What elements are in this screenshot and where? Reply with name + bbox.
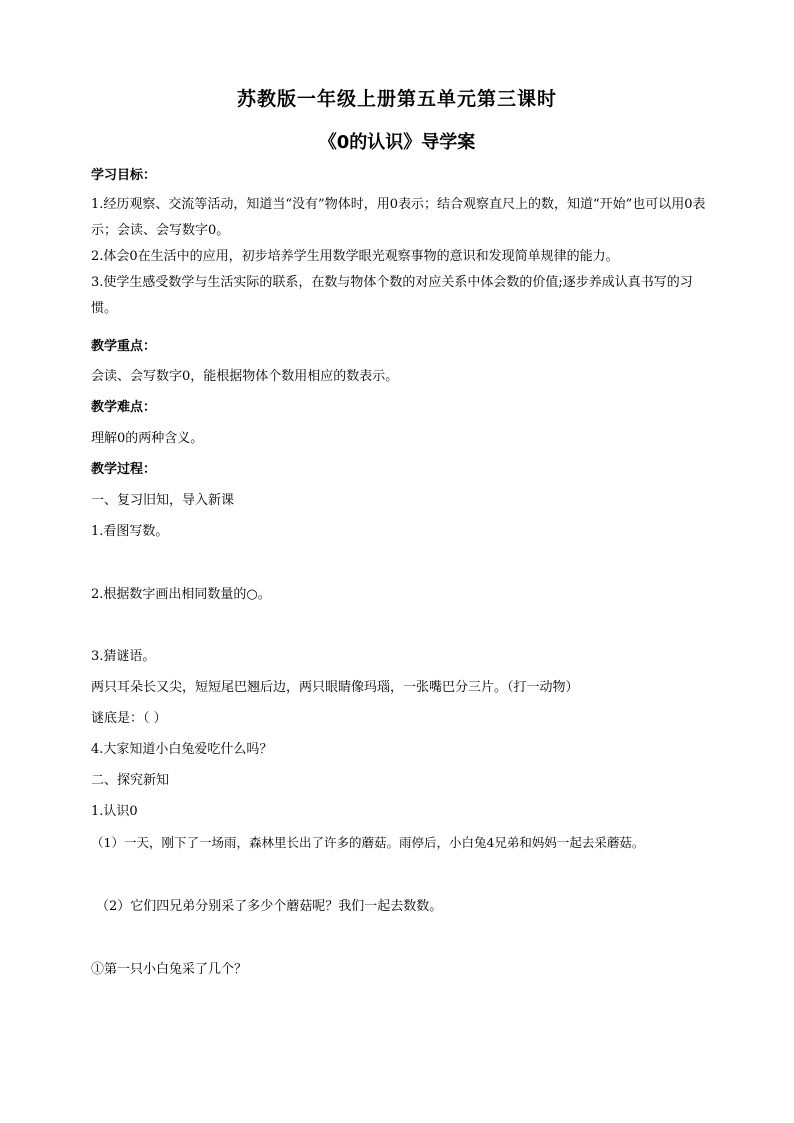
- document-subtitle: 《0的认识》导学案: [318, 132, 476, 153]
- objective-item-1: 1.经历观察、交流等活动，知道当“没有”物体时，用0表示；结合观察直尺上的数，知道“开始”也可以用0表示；会读、会写数字0。: [91, 197, 706, 238]
- document-title: 苏教版一年级上册第五单元第三课时: [236, 88, 557, 110]
- riddle-text: 两只耳朵长又尖，短短尾巴翘后边，两只眼睛像玛瑙，一张嘴巴分三片。（打一动物）: [91, 680, 579, 695]
- objective-item-2: 2.体会0在生活中的应用，初步培养学生用数学眼光观察事物的意识和发现简单规律的能力。: [91, 249, 619, 264]
- section-1-step-3: ①第一只小白兔采了几个？: [91, 962, 248, 977]
- difficulties-text: 理解0的两种含义。: [91, 431, 204, 446]
- section-1-step-2: （2）它们四兄弟分别采了多少个蘑菇呢？我们一起去数数。: [96, 899, 443, 914]
- section-1-step-1: （1）一天，刚下了一场雨，森林里长出了许多的蘑菇。雨停后，小白兔4兄弟和妈妈一起去采蘑菇。: [91, 835, 645, 850]
- process-item-4: 4.大家知道小白兔爱吃什么吗？: [91, 742, 273, 757]
- process-item-3: 3.猜谜语。: [91, 649, 156, 664]
- riddle-answer: 谜底是：（ ）: [91, 711, 167, 726]
- process-heading: 教学过程：: [91, 462, 157, 477]
- objectives-heading: 学习目标：: [91, 168, 157, 183]
- process-part-1: 一、复习旧知，导入新课: [91, 493, 235, 508]
- difficulties-heading: 教学难点：: [91, 400, 157, 415]
- section-1-title: 1.认识0: [91, 804, 138, 819]
- objective-item-3: 3.使学生感受数学与生活实际的联系，在数与物体个数的对应关系中体会数的价值;逐步养成认真书写的习惯。: [91, 275, 693, 316]
- process-item-2: 2.根据数字画出相同数量的○。: [91, 587, 271, 602]
- process-item-1: 1.看图写数。: [91, 524, 169, 539]
- process-part-2: 二、探究新知: [91, 773, 170, 788]
- key-points-heading: 教学重点：: [91, 339, 157, 354]
- key-points-text: 会读、会写数字0，能根据物体个数用相应的数表示。: [91, 369, 399, 384]
